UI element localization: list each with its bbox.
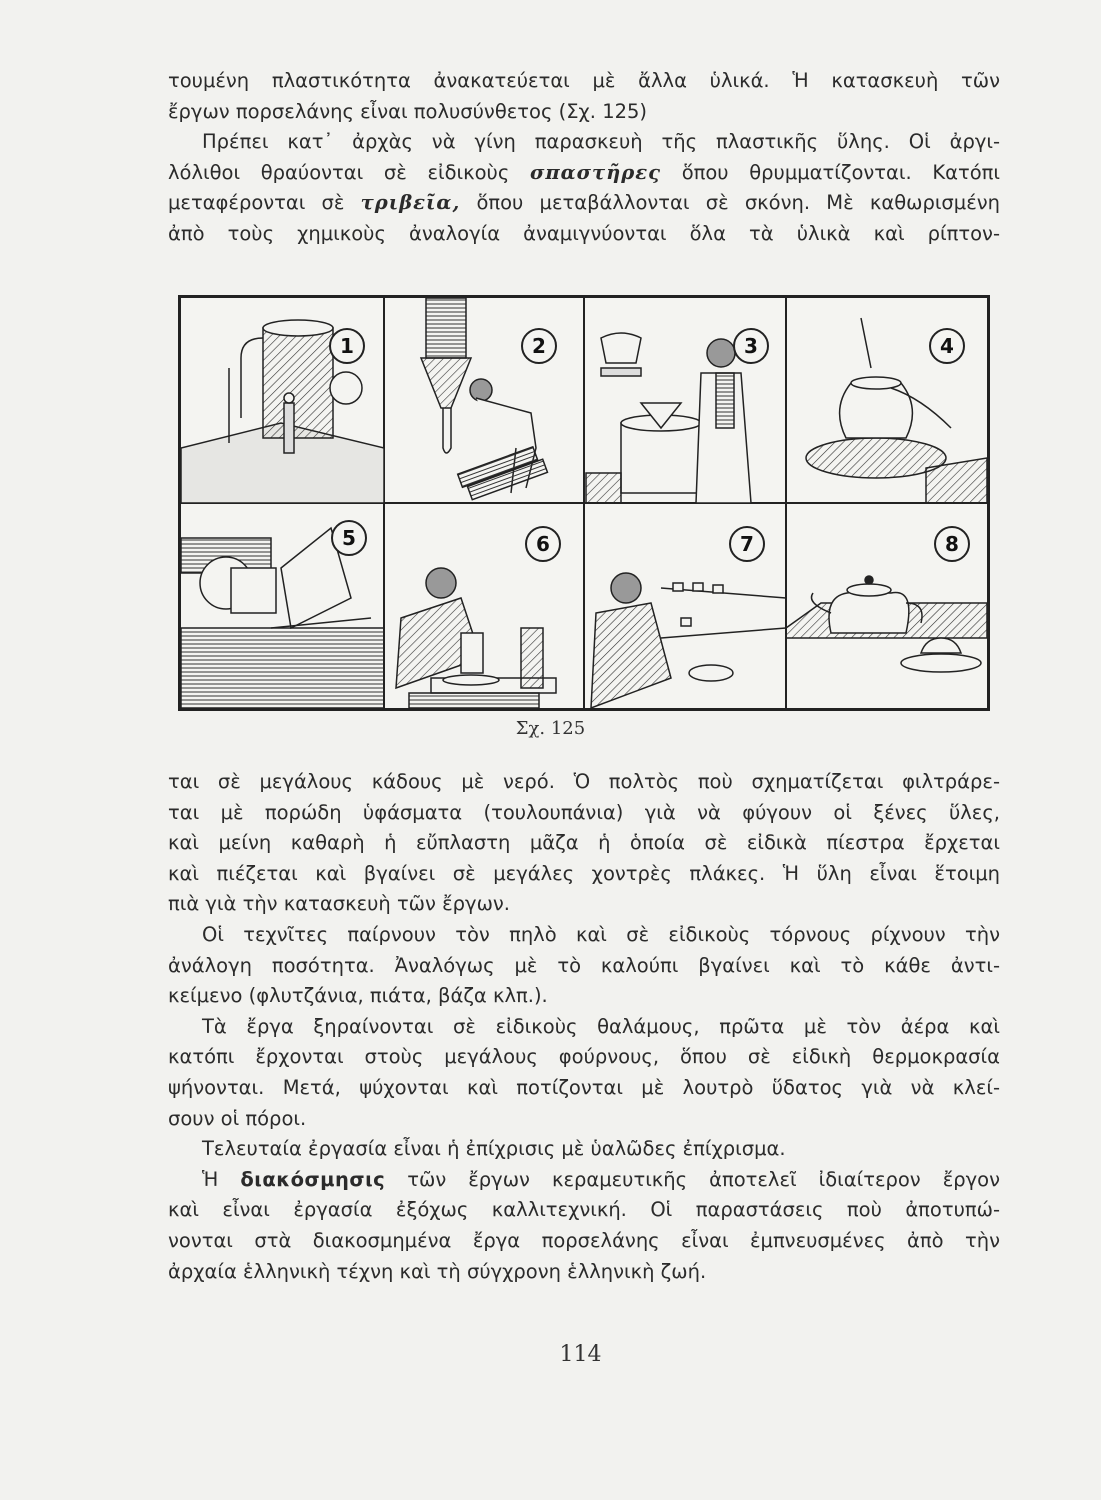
text-line: καὶ μείνη καθαρὴ ἡ εὔπλαστη μᾶζα ἡ ὁποία σὲ εἰδικὰ πίεστρα ἔρχεται	[168, 831, 1000, 855]
porcelain-process-figure	[178, 295, 990, 711]
figure-caption: Σχ. 125	[515, 718, 586, 739]
text-line: μεταφέρονται σὲ τριβεῖα, ὅπου μεταβάλλονται σὲ σκόνη. Μὲ καθωρισμένη	[168, 191, 1000, 215]
text-line: Τελευταία ἐργασία εἶναι ἡ ἐπίχρισις μὲ ὑαλῶδες ἐπίχρισμα.	[202, 1137, 786, 1161]
text-line: καὶ πιέζεται καὶ βγαίνει σὲ μεγάλες χοντρὲς πλάκες. Ἡ ὕλη εἶναι ἕτοιμη	[168, 861, 1000, 885]
panel-3-filtering	[586, 333, 751, 503]
panel-7-painter	[591, 573, 786, 708]
text-line: Τὰ ἔργα ξηραίνονται σὲ εἰδικοὺς θαλάμους, πρῶτα μὲ τὸν ἀέρα καὶ	[202, 1014, 1000, 1038]
text-line: ψήνονται. Μετά, ψύχονται καὶ ποτίζονται μὲ λουτρὸ ὕδατος γιὰ νὰ κλεί-	[168, 1075, 1000, 1099]
text-line: καὶ εἶναι ἐργασία ἐξόχως καλλιτεχνική. Οἱ παραστάσεις ποὺ ἀποτυπώ-	[168, 1198, 1000, 1222]
figure-label-4: 4	[929, 328, 965, 364]
text-line: Οἱ τεχνῖτες παίρνουν τὸν πηλὸ καὶ σὲ εἰδικοὺς τόρνους ρίχνουν τὴν	[202, 922, 1000, 946]
text-line: Ἡ διακόσμησις τῶν ἔργων κεραμευτικῆς ἀποτελεῖ ἰδιαίτερον ἔργον	[202, 1167, 1000, 1191]
panel-8-tea-set	[786, 576, 987, 672]
text-line: νονται στὰ διακοσμημένα ἔργα πορσελάνης εἶναι ἐμπνευσμένες ἀπὸ τὴν	[168, 1228, 1000, 1252]
text-line: τουμένη πλαστικότητα ἀνακατεύεται μὲ ἄλλα ὑλικά. Ἡ κατασκευὴ τῶν	[168, 69, 1000, 92]
text-line: κατόπι ἔρχονται στοὺς μεγάλους φούρνους, ὅπου σὲ εἰδικὴ θερμοκρασία	[168, 1045, 1000, 1069]
panel-6-turner	[396, 568, 556, 708]
text-line: ἀπὸ τοὺς χημικοὺς ἀναλογία ἀναμιγνύονται ὅλα τὰ ὑλικὰ καὶ ρίπτον-	[168, 221, 1000, 245]
term-spastires: σπαστῆρες	[529, 160, 661, 184]
text-line: σουν οἱ πόροι.	[168, 1106, 307, 1130]
page-number: 114	[559, 1342, 602, 1367]
text-line: Πρέπει κατ᾿ ἀρχὰς νὰ γίνη παρασκευὴ τῆς πλαστικῆς ὕλης. Οἱ ἀργι-	[202, 130, 1000, 154]
bottom-paragraphs	[168, 767, 1000, 1287]
text-line: πιὰ γιὰ τὴν κατασκευὴ τῶν ἔργων.	[168, 892, 510, 916]
text-line: ἀρχαία ἑλληνικὴ τέχνη καὶ τὴ σύγχρονη ἑλληνικὴ ζωή.	[168, 1259, 707, 1283]
figure-label-2: 2	[521, 328, 557, 364]
text-line: λόλιθοι θραύονται σὲ εἰδικοὺς σπαστῆρες ὅπου θρυμματίζονται. Κατόπι	[168, 160, 1000, 184]
panel-2-worker	[421, 298, 547, 501]
text-line: ται σὲ μεγάλους κάδους μὲ νερό. Ὁ πολτὸς ποὺ σχηματίζεται φιλτράρε-	[168, 770, 1000, 793]
term-diakosmisis: διακόσμησις	[240, 1167, 386, 1191]
figure-label-7: 7	[729, 526, 765, 562]
text-line: ἔργων πορσελάνης εἶναι πολυσύνθετος (Σχ. 125)	[168, 99, 648, 123]
figure-illustrations	[181, 298, 987, 708]
figure-label-8: 8	[934, 526, 970, 562]
text-line: κείμενο (φλυτζάνια, πιάτα, βάζα κλπ.).	[168, 984, 548, 1008]
term-trivia: τριβεῖα,	[360, 191, 461, 215]
figure-label-5: 5	[331, 520, 367, 556]
top-paragraphs	[168, 66, 1000, 250]
text-line: ται μὲ πορώδη ὑφάσματα (τουλουπάνια) γιὰ νὰ φύγουν οἱ ξένες ὕλες,	[168, 800, 1000, 824]
text-line: ἀνάλογη ποσότητα. Ἀναλόγως μὲ τὸ καλούπι βγαίνει καὶ τὸ κάθε ἀντι-	[168, 953, 1000, 977]
figure-label-6: 6	[525, 526, 561, 562]
figure-label-1: 1	[329, 328, 365, 364]
figure-label-3: 3	[733, 328, 769, 364]
